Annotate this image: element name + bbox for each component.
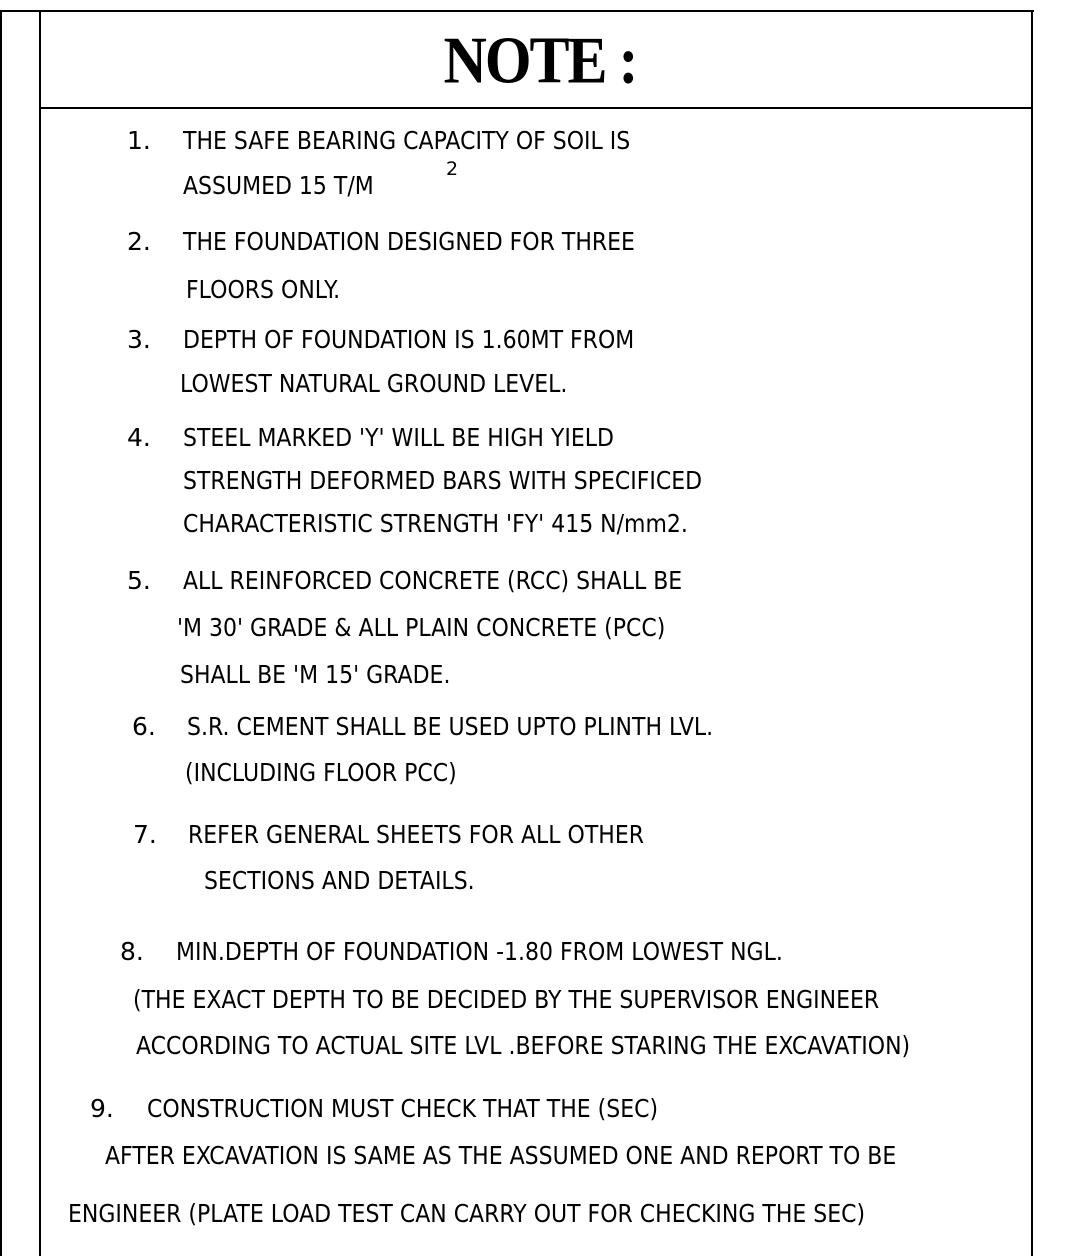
note-3-line-1: DEPTH OF FOUNDATION IS 1.60MT FROM	[183, 325, 635, 354]
note-8-line-1: MIN.DEPTH OF FOUNDATION -1.80 FROM LOWEST NGL.	[176, 937, 783, 966]
note-5-line-1: ALL REINFORCED CONCRETE (RCC) SHALL BE	[183, 566, 683, 595]
note-9-line-3: ENGINEER (PLATE LOAD TEST CAN CARRY OUT FOR CHECKING THE SEC)	[68, 1199, 866, 1228]
note-9-number: 9.	[90, 1094, 114, 1123]
page-title: NOTE :	[443, 23, 637, 98]
note-2-number: 2.	[127, 227, 151, 256]
note-8-number: 8.	[120, 937, 144, 966]
note-6-line-2: (INCLUDING FLOOR PCC)	[185, 758, 457, 787]
note-8-line-3: ACCORDING TO ACTUAL SITE LVL .BEFORE STARING THE EXCAVATION)	[136, 1031, 911, 1060]
note-7-line-1: REFER GENERAL SHEETS FOR ALL OTHER	[188, 820, 645, 849]
note-6-line-1: S.R. CEMENT SHALL BE USED UPTO PLINTH LVL.	[187, 712, 714, 741]
note-4-line-3: CHARACTERISTIC STRENGTH 'FY' 415 N/mm2.	[183, 509, 688, 538]
note-3-line-2: LOWEST NATURAL GROUND LEVEL.	[180, 369, 568, 398]
left-outer-border	[0, 10, 2, 1256]
note-2-line-1: THE FOUNDATION DESIGNED FOR THREE	[183, 227, 635, 256]
note-2-line-2: FLOORS ONLY.	[186, 275, 341, 304]
note-7-line-2: SECTIONS AND DETAILS.	[204, 866, 475, 895]
note-5-line-3: SHALL BE 'M 15' GRADE.	[180, 660, 451, 689]
note-4-line-1: STEEL MARKED 'Y' WILL BE HIGH YIELD	[183, 423, 614, 452]
note-1-superscript: 2	[446, 158, 459, 180]
note-3-number: 3.	[127, 325, 151, 354]
note-8-line-2: (THE EXACT DEPTH TO BE DECIDED BY THE SUPERVISOR ENGINEER	[133, 985, 880, 1014]
note-7-number: 7.	[133, 820, 157, 849]
note-4-number: 4.	[127, 423, 151, 452]
top-border	[0, 10, 1034, 12]
note-6-number: 6.	[132, 712, 156, 741]
note-1-number: 1.	[127, 126, 151, 155]
note-5-number: 5.	[127, 566, 151, 595]
note-9-line-1: CONSTRUCTION MUST CHECK THAT THE (SEC)	[147, 1094, 659, 1123]
note-5-line-2: 'M 30' GRADE & ALL PLAIN CONCRETE (PCC)	[177, 613, 666, 642]
left-inner-border	[39, 10, 41, 1256]
note-4-line-2: STRENGTH DEFORMED BARS WITH SPECIFICED	[183, 466, 703, 495]
right-border	[1031, 10, 1033, 1256]
note-1-line-2: ASSUMED 15 T/M	[183, 171, 374, 200]
title-divider	[39, 107, 1033, 109]
note-9-line-2: AFTER EXCAVATION IS SAME AS THE ASSUMED ONE AND REPORT TO BE	[105, 1141, 897, 1170]
note-1-line-1: THE SAFE BEARING CAPACITY OF SOIL IS	[183, 126, 631, 155]
